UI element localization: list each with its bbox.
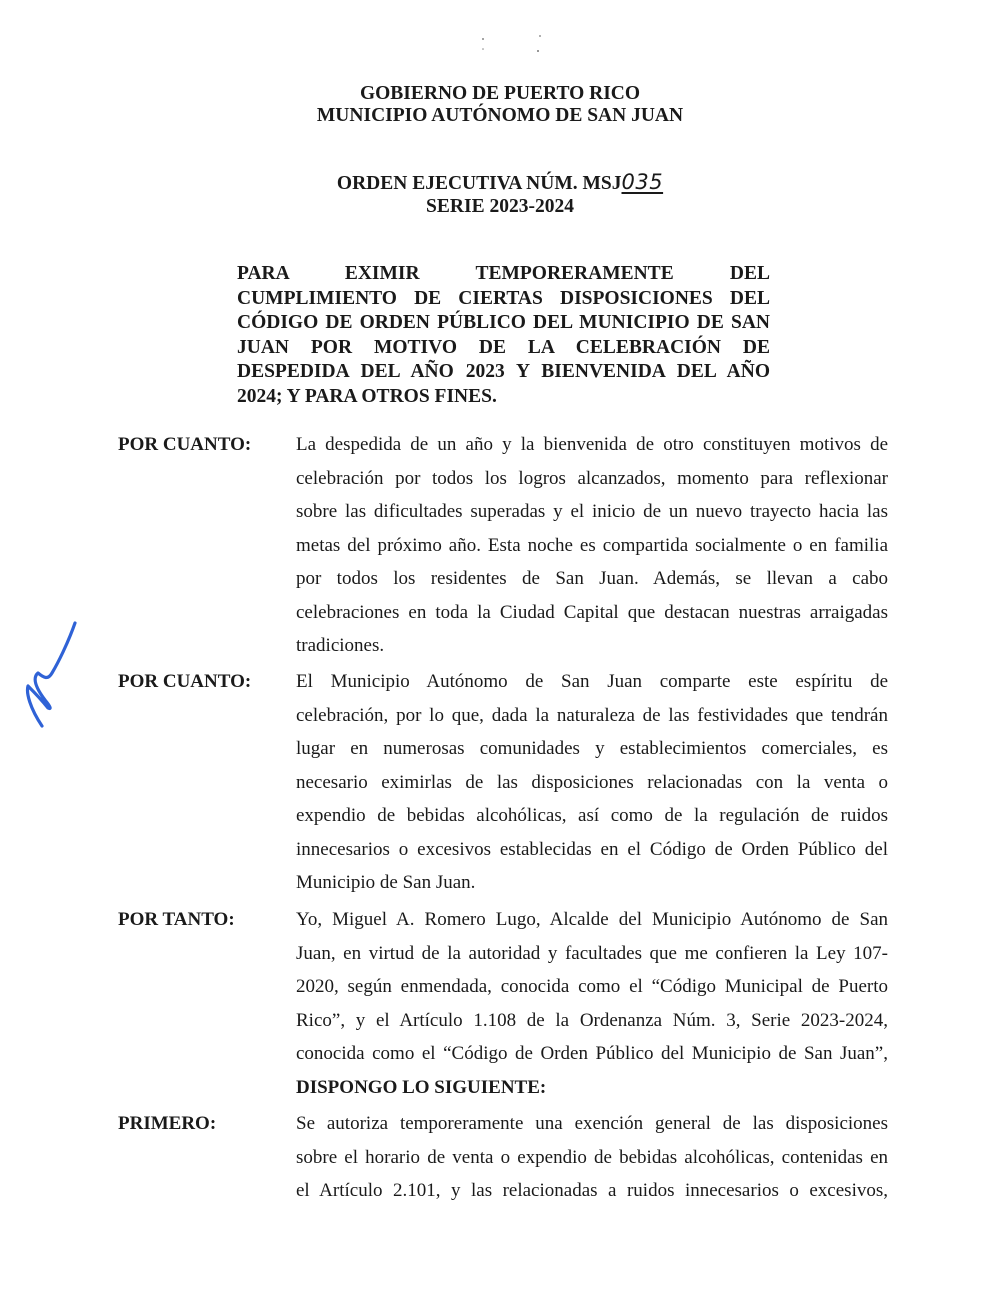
body-line: Municipio de San Juan.	[296, 872, 476, 893]
title-line: DESPEDIDA DEL AÑO 2023 Y BIENVENIDA DEL AÑO	[237, 361, 770, 383]
document-header	[0, 83, 1000, 127]
body-line: expendio de bebidas alcohólicas, así como de la regulación de ruidos	[296, 805, 888, 826]
title-line: JUAN POR MOTIVO DE LA CELEBRACIÓN DE	[237, 336, 770, 358]
body-line: Se autoriza temporeramente una exención general de las disposiciones	[296, 1113, 888, 1134]
order-number-prefix: ORDEN EJECUTIVA NÚM. MSJ	[336, 173, 622, 194]
body-line: metas del próximo año. Esta noche es compartida socialmente o en familia	[296, 534, 888, 556]
scan-specks	[478, 33, 548, 57]
executive-order-heading	[0, 171, 1000, 218]
section-label: PRIMERO:	[118, 1113, 217, 1134]
handwritten-initials	[20, 618, 80, 733]
body-line: celebraciones en toda la Ciudad Capital que destacan nuestras arraigadas	[296, 601, 888, 623]
title-line: CUMPLIMIENTO DE CIERTAS DISPOSICIONES DEL	[237, 287, 770, 309]
title-line: PARA EXIMIR TEMPORERAMENTE DEL	[237, 263, 770, 284]
body-line: el Artículo 2.101, y las relacionadas a ruidos innecesarios o excesivos,	[296, 1180, 888, 1201]
section-body	[296, 903, 888, 1104]
body-line: sobre el horario de venta o expendio de bebidas alcohólicas, contenidas en	[296, 1146, 888, 1168]
body-line: tradiciones.	[296, 635, 385, 656]
body-line: Juan, en virtud de la autoridad y facultades que me confieren la Ley 107-	[296, 942, 888, 964]
body-line: 2020, según enmendada, conocida como el “Código Municipal de Puerto	[296, 976, 888, 997]
body-line: necesario eximirlas de las disposiciones relacionadas con la venta o	[296, 771, 888, 793]
section-label: POR CUANTO:	[118, 434, 252, 455]
body-line: sobre las dificultades superadas y el inicio de un nuevo trayecto hacia las	[296, 501, 888, 522]
section-label: POR CUANTO:	[118, 671, 252, 692]
dispongo-heading: DISPONGO LO SIGUIENTE:	[296, 1076, 547, 1098]
title-line: 2024; Y PARA OTROS FINES.	[237, 385, 497, 407]
body-line: celebración por todos los logros alcanzados, momento para reflexionar	[296, 467, 888, 489]
body-line: La despedida de un año y la bienvenida de otro constituyen motivos de	[296, 434, 888, 455]
handwritten-order-number: 035	[621, 170, 664, 194]
body-line: El Municipio Autónomo de San Juan comparte este espíritu de	[296, 671, 888, 692]
header-government: GOBIERNO DE PUERTO RICO	[359, 83, 641, 104]
title-line: CÓDIGO DE ORDEN PÚBLICO DEL MUNICIPIO DE SAN	[237, 312, 770, 334]
body-line: conocida como el “Código de Orden Público del Municipio de San Juan”,	[296, 1043, 888, 1064]
body-line: celebración, por lo que, dada la naturaleza de las festividades que tendrán	[296, 704, 888, 726]
body-line: por todos los residentes de San Juan. Además, se llevan a cabo	[296, 568, 888, 589]
order-title	[237, 262, 770, 410]
order-number-line	[0, 171, 1000, 195]
body-line: Yo, Miguel A. Romero Lugo, Alcalde del Municipio Autónomo de San	[296, 909, 888, 930]
order-series: SERIE 2023-2024	[426, 196, 574, 217]
section-body	[296, 428, 888, 663]
section-body	[296, 665, 888, 900]
section-body	[296, 1107, 888, 1208]
section-label: POR TANTO:	[118, 909, 235, 930]
body-line: Rico”, y el Artículo 1.108 de la Ordenanza Núm. 3, Serie 2023-2024,	[296, 1009, 888, 1031]
body-line: lugar en numerosas comunidades y establecimientos comerciales, es	[296, 738, 888, 759]
body-line: innecesarios o excesivos establecidas en el Código de Orden Público del	[296, 838, 888, 860]
header-municipality: MUNICIPIO AUTÓNOMO DE SAN JUAN	[316, 105, 684, 126]
